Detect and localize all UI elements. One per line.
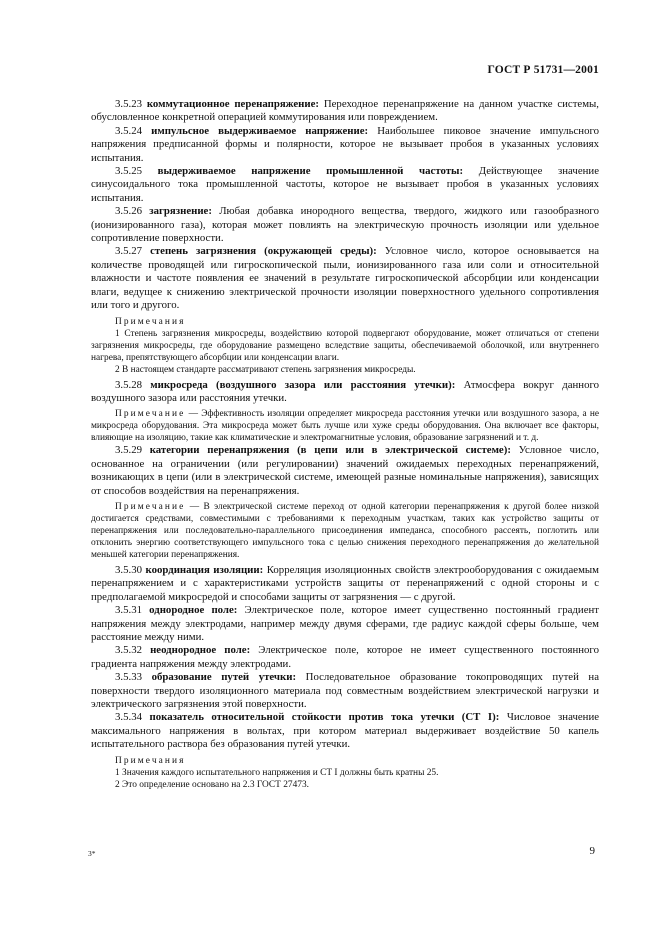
definition-3-5-31: [91, 604, 599, 644]
defined-term: микросреда (воздушного зазора или расстояния утечки):: [150, 378, 456, 391]
clause-number: 3.5.32: [115, 644, 142, 657]
note-text: — В электрической системе переход от одной категории перенапряжения к другой более низкой достигается средствами, совместимыми с требованиями к переходным участкам, таких как устройство защиты от перенапряжения или последовательно-параллельного присоединения импеданса, способного рассеять, поглотить или отклонить энергию соответствующего импульсного тока с целью снижения переходного перенапряжения до желательной меньшей категории перенапряжения.: [91, 501, 599, 560]
definition-3-5-34: [91, 711, 599, 751]
definition-3-5-25: [91, 165, 599, 205]
clause-number: 3.5.27: [115, 245, 142, 258]
clause-number: 3.5.34: [115, 711, 142, 724]
page-number: 9: [589, 845, 595, 857]
note-item: 2 В настоящем стандарте рассматривают степень загрязнения микросреды.: [115, 364, 416, 375]
defined-term: категории перенапряжения (в цепи или в электрической системе):: [149, 444, 511, 457]
note-3-5-28: [91, 408, 599, 444]
defined-term: степень загрязнения (окружающей среды):: [150, 245, 377, 258]
definition-text: Электрическое поле, которое имеет существенно постоянный градиент напряжения между электродами, например между двумя сферами, где радиус каждой сферы больше, чем расстояние между ними.: [91, 604, 599, 643]
signature-mark: 3*: [88, 849, 96, 858]
definition-text: Атмосфера вокруг данного воздушного зазора или расстояния утечки.: [91, 378, 600, 404]
note-text: — Эффективность изоляции определяет микросреда расстояния утечки или воздушного зазора, а не микросреда оборудования. Эта микросреда может быть лучше или хуже среды оборудования. Она включает все факторы, влияющие на изоляцию, такие как климатические и электромагнитные условия, образование загрязнений и т. д.: [91, 409, 600, 444]
definition-3-5-27: [91, 245, 599, 312]
definition-text: Последовательное образование токопроводящих путей на поверхности твердого изоляционного материала под совместным воздействием электрической нагрузки и электрического загрязнения этой поверхности.: [91, 671, 599, 710]
definition-text: Числовое значение максимального напряжения в вольтах, при котором материал выдерживает воздействие 50 капель испытательного раствора без образования путей утечки.: [91, 711, 600, 751]
defined-term: образование путей утечки:: [151, 671, 297, 684]
clause-number: 3.5.23: [115, 98, 142, 110]
defined-term: однородное поле:: [149, 604, 238, 617]
definition-text: Условное число, основанное на ограничении (или регулировании) значений ожидаемых переходных перенапряжений, возникающих в цепи (или в электрической системе, имеющей разные номинальные напряжения), зависящих от способов воздействия на перенапряжения.: [91, 444, 600, 497]
defined-term: показатель относительной стойкости против тока утечки (СТ I):: [149, 711, 500, 724]
note-label: Примечание: [115, 409, 186, 420]
clause-number: 3.5.25: [115, 165, 142, 178]
document-designation: ГОСТ Р 51731—2001: [487, 64, 599, 76]
clause-number: 3.5.26: [115, 205, 142, 218]
definition-text: Условное число, которое основывается на количестве проводящей или гигроскопической пыли, ионизированного газа или соли и относительной влажности и частоте появления ее значений в результате гигроскопической абсорбции или конденсации влаги, ведущее к снижению электрической прочности изоляции поверхностного удельного сопротивления или того и другого.: [91, 245, 600, 312]
notes-heading: Примечания: [115, 755, 186, 766]
note-item: 1 Значения каждого испытательного напряжения и СТ I должны быть кратны 25.: [115, 767, 439, 778]
definition-3-5-26: [91, 205, 599, 245]
defined-term: выдерживаемое напряжение промышленной частоты:: [157, 165, 464, 178]
definition-text: Наибольшее пиковое значение импульсного напряжения предписанной формы и полярности, которое не вызывает пробоя в указанных условиях испытания.: [91, 124, 600, 164]
definition-3-5-29: [91, 444, 599, 498]
definition-3-5-33: [91, 671, 599, 711]
clause-number: 3.5.31: [115, 604, 142, 617]
clause-number: 3.5.29: [115, 444, 142, 457]
defined-term: коммутационное перенапряжение:: [146, 98, 319, 110]
note-item: 2 Это определение основано на 2.3 ГОСТ 27473.: [115, 779, 310, 790]
definition-text: Переходное перенапряжение на данном участке системы, обусловленное конкретной операцией коммутирования или повреждением.: [91, 98, 600, 124]
clause-number: 3.5.28: [115, 378, 142, 391]
defined-term: неоднородное поле:: [150, 644, 251, 657]
note-label: Примечание: [115, 501, 186, 512]
definition-3-5-23: [91, 98, 599, 125]
note-item: 1 Степень загрязнения микросреды, воздействию которой подвергают оборудование, может отличаться от степени загрязнения микросреды, где оборудование размещено вследствие защиты, обеспечиваемой оболочкой, или внутреннего нагрева, препятствующего абсорбции или конденсации влаги.: [91, 328, 599, 363]
defined-term: импульсное выдерживаемое напряжение:: [151, 124, 369, 137]
definition-3-5-28: [91, 379, 599, 406]
definition-text: Действующее значение синусоидального тока промышленной частоты, которое не вызывает пробоя в указанных условиях испытания.: [91, 165, 599, 204]
defined-term: загрязнение:: [149, 205, 212, 218]
note-3-5-29: [91, 501, 599, 561]
clause-number: 3.5.30: [115, 563, 142, 576]
definition-text: Любая добавка инородного вещества, твердого, жидкого или газообразного (ионизированного газа), которая может повлиять на электрическую прочность изоляции или удельное сопротивление поверхности.: [91, 205, 599, 245]
page-body: [91, 98, 599, 791]
definition-3-5-32: [91, 644, 599, 671]
clause-number: 3.5.24: [115, 124, 142, 137]
definition-3-5-30: [91, 564, 599, 604]
definition-text: Электрическое поле, которое не имеет существенного постоянного градиента напряжения между электродами.: [91, 644, 599, 670]
notes-heading: Примечания: [115, 316, 186, 327]
defined-term: координация изоляции:: [145, 563, 264, 576]
definition-3-5-24: [91, 125, 599, 165]
definition-text: Корреляция изоляционных свойств электрооборудования с ожидаемым перенапряжением и с характеристиками устройств защиты от перенапряжений с одной стороны и с предполагаемой микросредой и способами защиты от загрязнения — с другой.: [91, 563, 600, 603]
clause-number: 3.5.33: [115, 671, 142, 684]
